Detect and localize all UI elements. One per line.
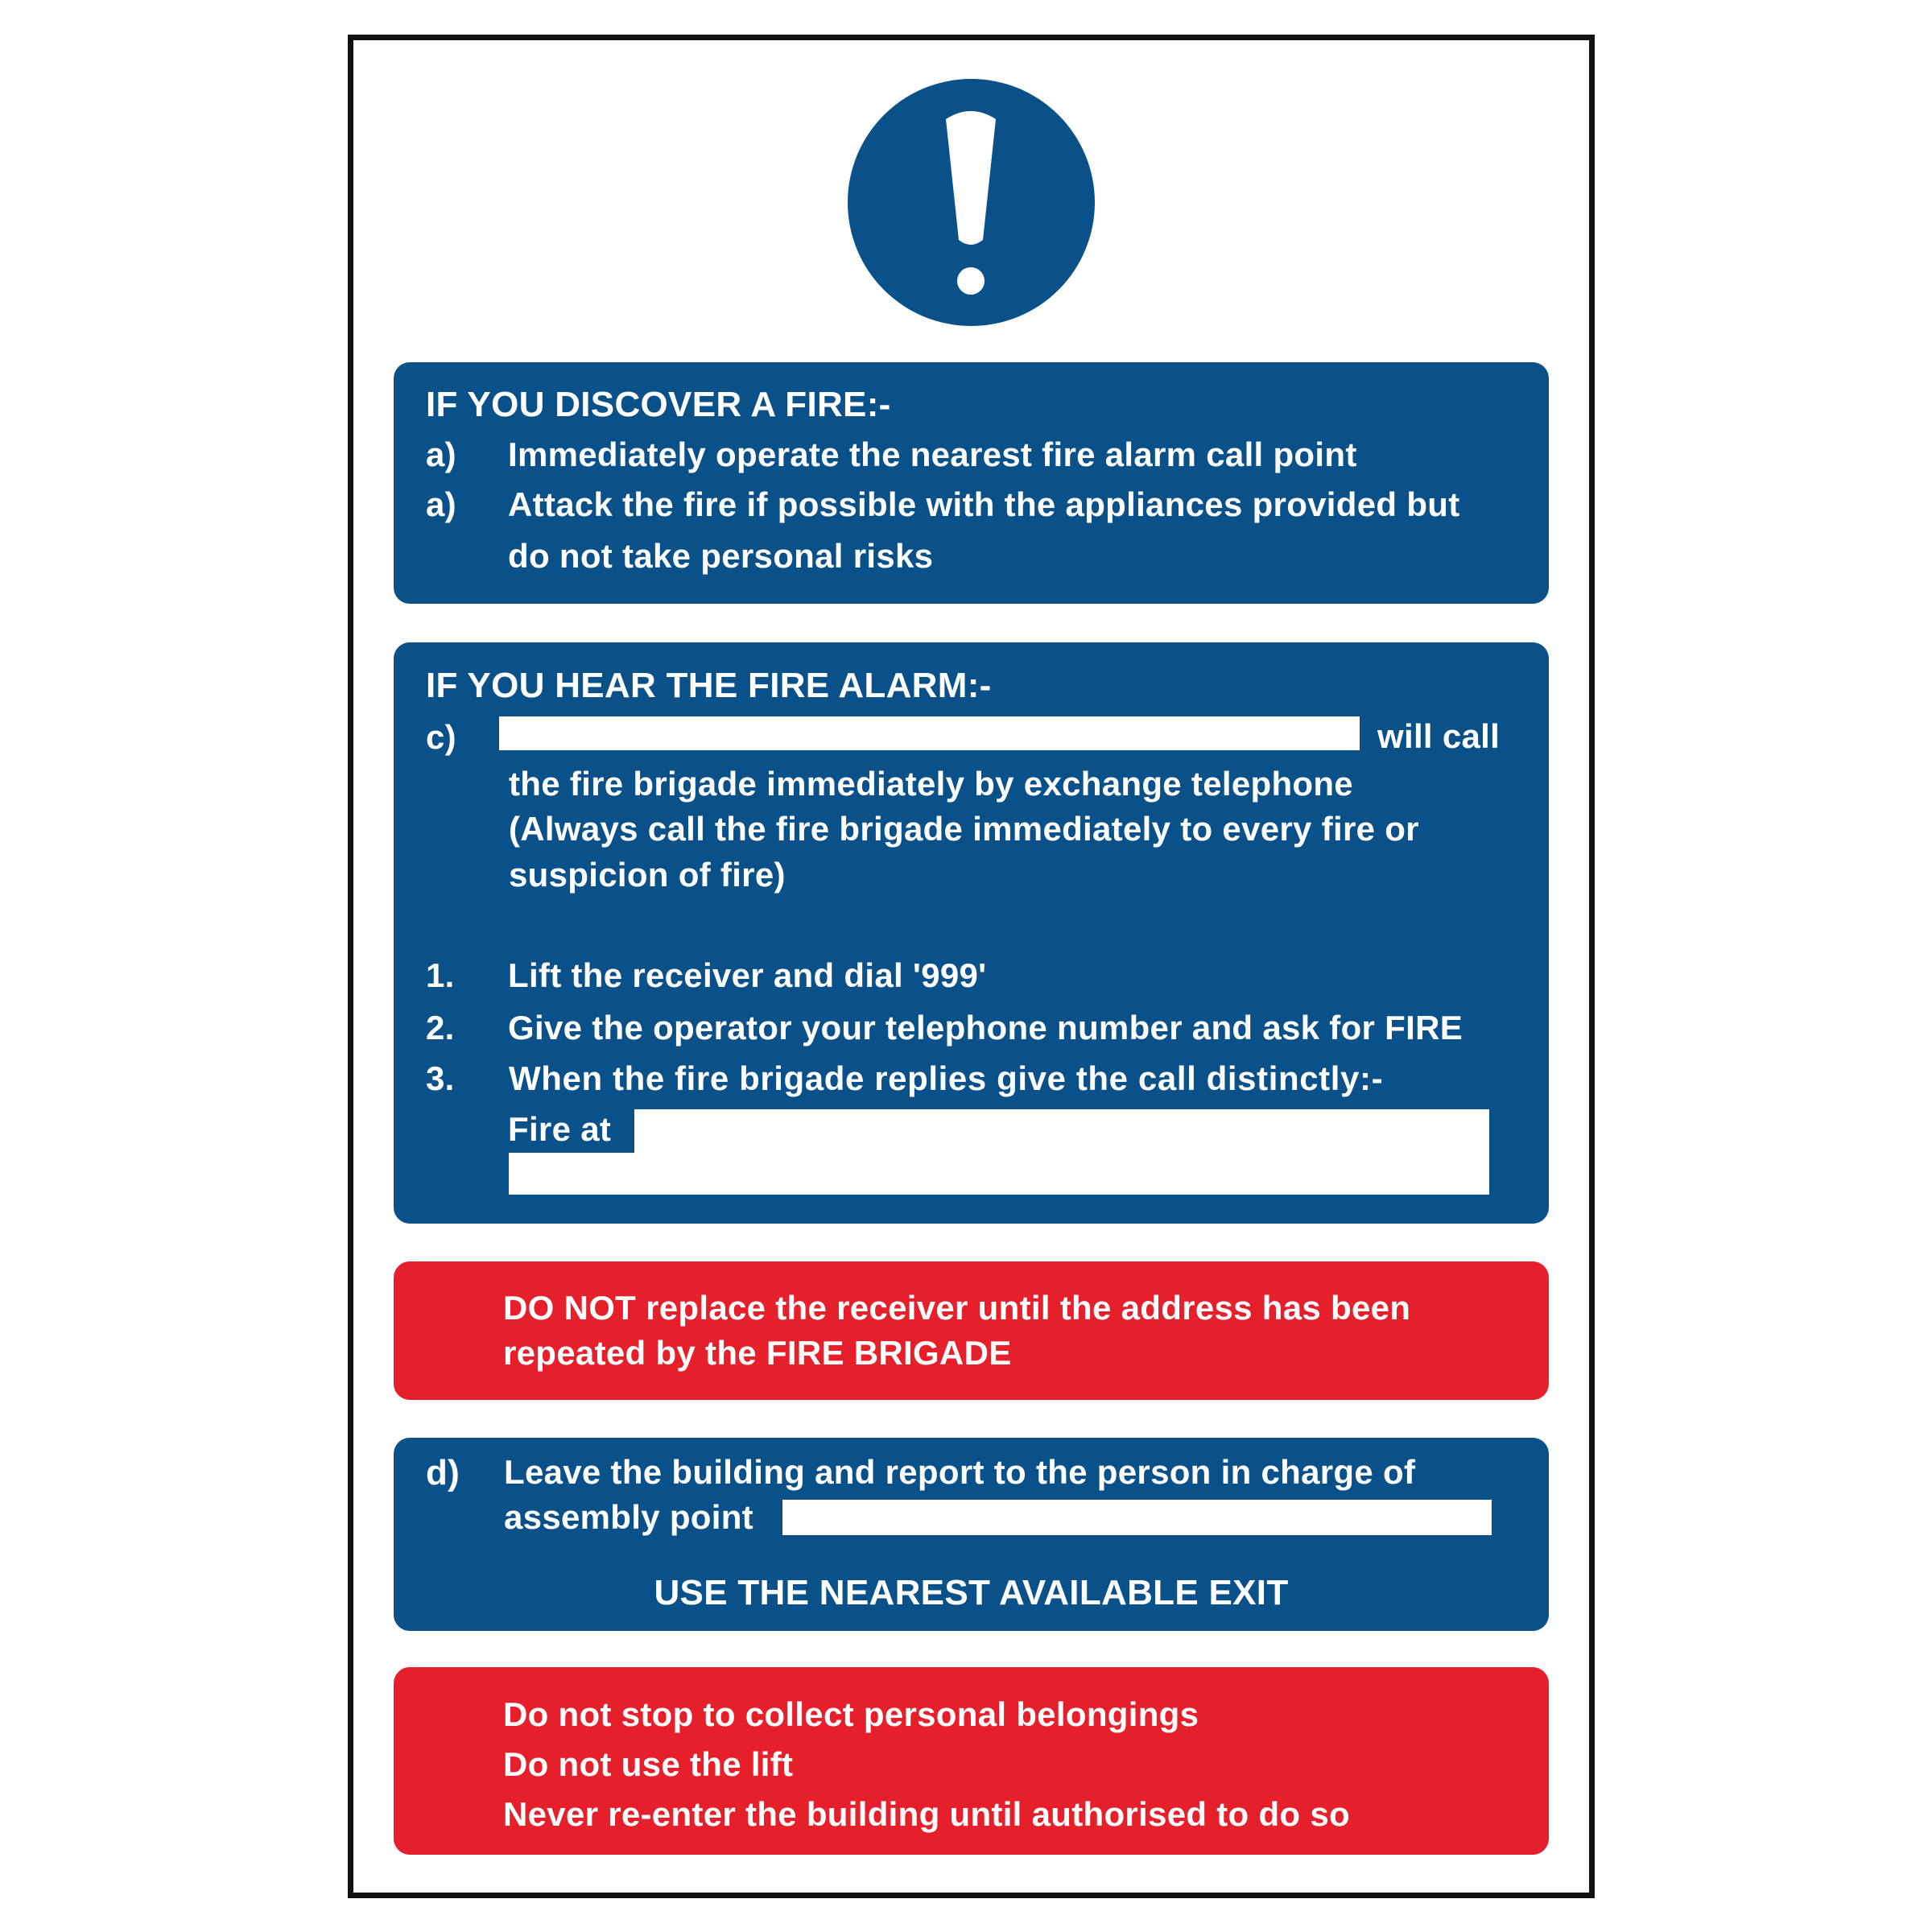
receiver-warning-line1: DO NOT replace the receiver until the address has been bbox=[503, 1289, 1411, 1327]
assembly-point-field[interactable] bbox=[782, 1500, 1492, 1535]
caller-name-field[interactable] bbox=[499, 716, 1360, 750]
item-c-label: c) bbox=[426, 718, 456, 756]
exit-instruction: USE THE NEAREST AVAILABLE EXIT bbox=[654, 1573, 1289, 1612]
receiver-warning-panel bbox=[394, 1261, 1549, 1400]
step-2-label: 2. bbox=[426, 1009, 455, 1046]
hear-alarm-panel bbox=[394, 642, 1549, 1224]
item-d-label: d) bbox=[426, 1453, 460, 1492]
fire-address-field-line2[interactable] bbox=[509, 1153, 1489, 1195]
item-c-line1: the fire brigade immediately by exchange telephone bbox=[509, 765, 1353, 803]
warning-belongings: Do not stop to collect personal belongings bbox=[503, 1695, 1199, 1733]
discover-heading: IF YOU DISCOVER A FIRE:- bbox=[426, 385, 891, 424]
step-2-text: Give the operator your telephone number and ask for FIRE bbox=[508, 1009, 1463, 1046]
step-1-text: Lift the receiver and dial '999' bbox=[508, 956, 987, 994]
item-a-text: Immediately operate the nearest fire alarm call point bbox=[508, 436, 1357, 473]
alarm-heading: IF YOU HEAR THE FIRE ALARM:- bbox=[426, 666, 992, 705]
evacuation-warnings-panel bbox=[394, 1667, 1549, 1855]
will-call-text: will call bbox=[1377, 717, 1501, 755]
item-b-text-line2: do not take personal risks bbox=[508, 537, 934, 575]
item-a-label: a) bbox=[426, 436, 456, 473]
warning-reenter: Never re-enter the building until authorised to do so bbox=[503, 1795, 1350, 1833]
step-1-label: 1. bbox=[426, 956, 455, 994]
item-b-text-line1: Attack the fire if possible with the appliances provided but bbox=[508, 485, 1460, 523]
fire-address-field[interactable] bbox=[634, 1109, 1489, 1153]
item-b-label: a) bbox=[426, 485, 456, 523]
step-3-label: 3. bbox=[426, 1059, 455, 1097]
receiver-warning-line2: repeated by the FIRE BRIGADE bbox=[503, 1334, 1012, 1372]
leave-line2: assembly point bbox=[504, 1498, 753, 1536]
warning-lift: Do not use the lift bbox=[503, 1745, 794, 1783]
leave-building-panel bbox=[394, 1438, 1549, 1631]
discover-fire-panel bbox=[394, 362, 1549, 604]
item-c-line2: (Always call the fire brigade immediately to every fire or bbox=[509, 810, 1419, 848]
exclamation-mark-icon bbox=[848, 79, 1095, 326]
step-3-text: When the fire brigade replies give the call distinctly:- bbox=[509, 1059, 1384, 1097]
leave-line1: Leave the building and report to the person in charge of bbox=[504, 1453, 1416, 1491]
fire-at-label: Fire at bbox=[508, 1110, 612, 1148]
item-c-line3: suspicion of fire) bbox=[509, 856, 786, 894]
